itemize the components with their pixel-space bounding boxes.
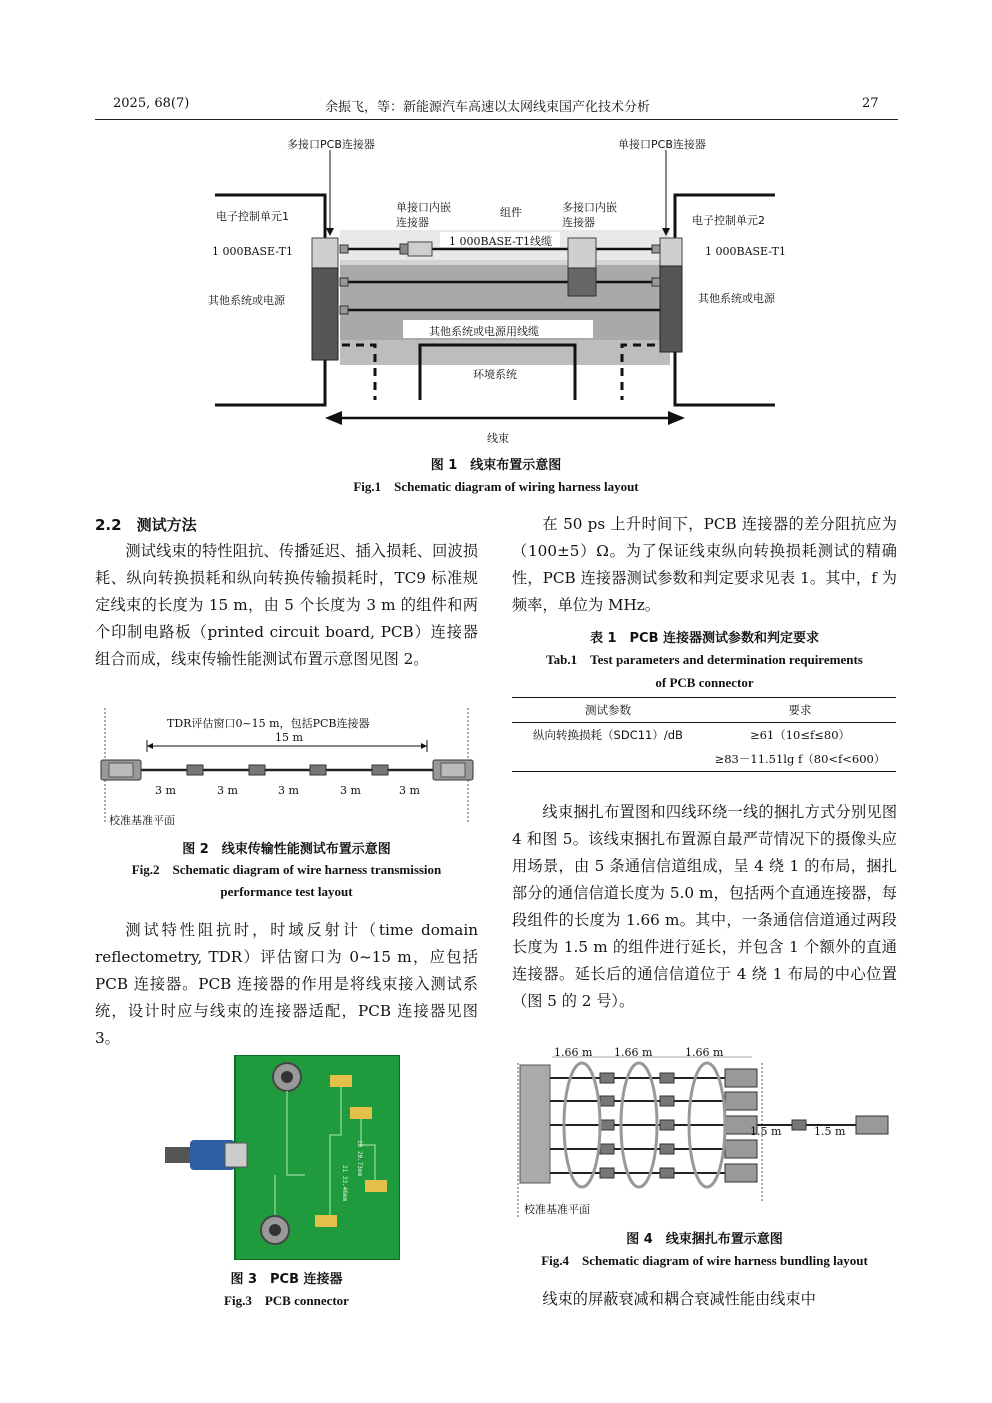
len-label-1: 1.66 m xyxy=(554,1046,593,1059)
label-total-length: 15 m xyxy=(275,731,303,744)
fig2-caption-en-1: Fig.2 Schematic diagram of wire harness transmission xyxy=(131,862,442,877)
figure-1 xyxy=(200,130,800,460)
label-component: 组件 xyxy=(500,206,522,219)
table-header-param: 测试参数 xyxy=(585,703,631,717)
label-single-pcb: 单接口PCB连接器 xyxy=(618,138,706,151)
seg-label-2: 3 m xyxy=(217,784,238,797)
paragraph-1: 测试线束的特性阻抗、传播延迟、插入损耗、回波损耗、纵向转换损耗和纵向转换传输损耗时，TC9 标准规定线束的长度为 15 m，由 5 个长度为 3 m 的组件和两个印制电路板（printed circuit board, PCB）连接器组合而成，线束传输性能测试布置示意图见图 2。 xyxy=(95,542,478,668)
running-title: 余振飞，等：新能源汽车高速以太网线束国产化技术分析 xyxy=(325,100,651,115)
journal-issue: 2025, 68(7) xyxy=(113,96,190,111)
board-text-1: 10 20.73mm xyxy=(356,1140,363,1177)
table-1 xyxy=(512,697,896,772)
seg-label-1: 3 m xyxy=(155,784,176,797)
figure-4 xyxy=(512,1043,897,1223)
seg-label-3: 3 m xyxy=(278,784,299,797)
label-ref-plane-4: 校准基准平面 xyxy=(524,1203,590,1216)
label-base-left: 1 000BASE-T1 xyxy=(212,245,293,258)
label-other-right: 其他系统或电源 xyxy=(698,292,775,305)
table1-title-en-2: of PCB connector xyxy=(655,675,754,690)
section-heading: 2.2 测试方法 xyxy=(95,516,197,534)
label-ecu2: 电子控制单元2 xyxy=(692,214,765,227)
table-cell-param: 纵向转换损耗（SDC11）/dB xyxy=(533,728,683,742)
label-other-cable: 其他系统或电源用线缆 xyxy=(429,325,539,338)
seg-label-5: 3 m xyxy=(399,784,420,797)
paragraph-5: 线束的屏蔽衰减和耦合衰减性能由线束中 xyxy=(542,1290,816,1308)
paragraph-4: 线束捆扎布置图和四线环绕一线的捆扎方式分别见图 4 和图 5。该线束捆扎布置源自最严苛情况下的摄像头应用场景，由 5 条通信信道组成，呈 4 绕 1 的布局，捆扎部分的通信信道长度为 5.0 m，包括两个直通连接器，每段组件的长度为 1.66 m。其中，一条通信信道通过两段长度为 1.5 m 的组件进行延长，并包含 1 个额外的直通连接器。延长后的通信信道位于 4 绕 1 布局的中心位置（图 5 的 2 号）。 xyxy=(512,803,897,1010)
table1-title-en-1: Tab.1 Test parameters and determination requirements xyxy=(546,652,863,667)
ext-label-1: 1.5 m xyxy=(750,1125,782,1138)
pcb-connector-photo xyxy=(165,1055,400,1260)
fig4-caption-cn: 图 4 线束捆扎布置示意图 xyxy=(626,1232,783,1247)
board-text-2: 21 33.46mm xyxy=(341,1165,348,1202)
label-cable: 1 000BASE-T1线缆 xyxy=(449,235,552,248)
page-number: 27 xyxy=(862,96,879,111)
seg-label-4: 3 m xyxy=(340,784,361,797)
table1-title-cn: 表 1 PCB 连接器测试参数和判定要求 xyxy=(589,631,820,646)
ext-label-2: 1.5 m xyxy=(814,1125,846,1138)
label-multi-pcb: 多接口PCB连接器 xyxy=(287,138,375,151)
fig2-caption-cn: 图 2 线束传输性能测试布置示意图 xyxy=(182,842,391,857)
label-inline-single: 单接口内嵌 连接器 xyxy=(396,201,451,229)
figure-2 xyxy=(95,708,478,833)
len-label-2: 1.66 m xyxy=(614,1046,653,1059)
label-base-right: 1 000BASE-T1 xyxy=(705,245,786,258)
label-harness: 线束 xyxy=(487,432,509,445)
table-header-req: 要求 xyxy=(788,703,812,717)
label-ref-plane: 校准基准平面 xyxy=(109,814,175,827)
paragraph-2: 测试特性阻抗时，时域反射计（time domain reflectometry, TDR）评估窗口为 0~15 m，应包括 PCB 连接器。PCB 连接器的作用是将线束接入测试系统，设计时应与线束的连接器适配，PCB 连接器见图 3。 xyxy=(95,921,478,1047)
table-cell-req2: ≥83－11.51lg f（80<f<600） xyxy=(714,752,886,766)
fig2-caption-en-2: performance test layout xyxy=(220,884,353,899)
fig1-caption-cn: 图 1 线束布置示意图 xyxy=(430,458,562,473)
table-cell-req1: ≥61（10≤f≤80） xyxy=(749,728,851,742)
fig3-caption-cn: 图 3 PCB 连接器 xyxy=(230,1272,343,1287)
label-inline-multi: 多接口内嵌 连接器 xyxy=(562,201,617,229)
header-rule xyxy=(95,119,898,120)
fig1-caption-en: Fig.1 Schematic diagram of wiring harness layout xyxy=(353,479,639,494)
label-other-left: 其他系统或电源 xyxy=(208,294,285,307)
fig3-caption-en: Fig.3 PCB connector xyxy=(224,1293,349,1308)
paragraph-3: 在 50 ps 上升时间下，PCB 连接器的差分阻抗应为（100±5）Ω。为了保证线束纵向转换损耗测试的精确性，PCB 连接器测试参数和判定要求见表 1。其中，f 为频率，单位为 MHz。 xyxy=(512,515,897,614)
figure-3 xyxy=(165,1055,400,1260)
len-label-3: 1.66 m xyxy=(685,1046,724,1059)
label-ecu1: 电子控制单元1 xyxy=(216,210,289,223)
fig4-caption-en: Fig.4 Schematic diagram of wire harness bundling layout xyxy=(541,1253,868,1268)
label-tdr: TDR评估窗口0~15 m，包括PCB连接器 xyxy=(167,717,370,730)
label-environment: 环境系统 xyxy=(473,368,517,381)
